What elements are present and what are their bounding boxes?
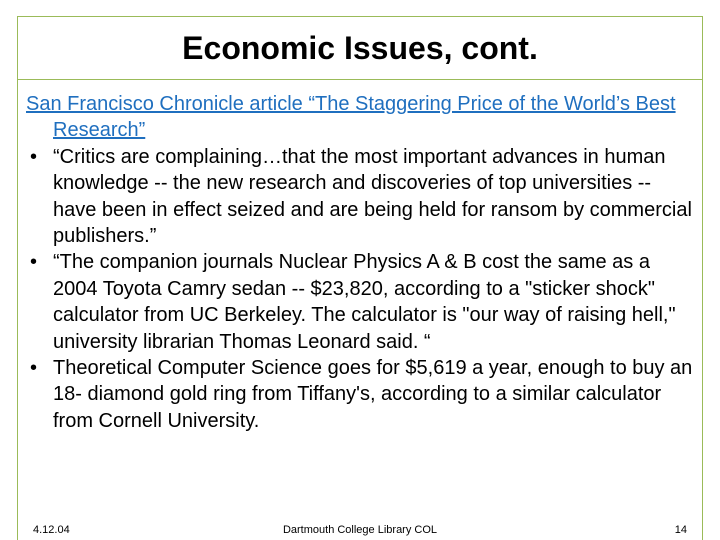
bullet-text: Theoretical Computer Science goes for $5,619 a year, enough to buy an 18- diamond gold ring from Tiffany's, according to a similar calculator from Cornell University. bbox=[53, 357, 693, 432]
bullet-item bbox=[26, 355, 696, 434]
page-number: 14 bbox=[674, 524, 687, 536]
bullet-item bbox=[26, 144, 696, 250]
article-link-paragraph bbox=[26, 91, 696, 144]
article-link[interactable]: San Francisco Chronicle article “The Staggering Price of the World’s Best Research” bbox=[26, 93, 676, 142]
bullet-list bbox=[26, 144, 696, 434]
slide-body bbox=[26, 91, 696, 434]
title-box bbox=[17, 16, 703, 80]
bullet-item bbox=[26, 249, 696, 355]
footer-date: 4.12.04 bbox=[33, 524, 70, 536]
bullet-text: “The companion journals Nuclear Physics A & B cost the same as a 2004 Toyota Camry sedan -- $23,820, according to a "sticker shock" calculator from UC Berkeley. The calculator is "our way of raising hell," university librarian Thomas Leonard said. “ bbox=[53, 251, 676, 353]
bullet-text: “Critics are complaining…that the most important advances in human knowledge -- the new research and discoveries of top universities -- have been in effect seized and are being held for ransom by commercial publishers.” bbox=[53, 145, 692, 248]
bullet-icon: • bbox=[30, 145, 38, 168]
bullet-icon: • bbox=[30, 251, 38, 274]
slide-title: Economic Issues, cont. bbox=[182, 29, 538, 66]
bullet-icon: • bbox=[30, 357, 38, 380]
footer-title: Dartmouth College Library COL bbox=[282, 524, 438, 536]
